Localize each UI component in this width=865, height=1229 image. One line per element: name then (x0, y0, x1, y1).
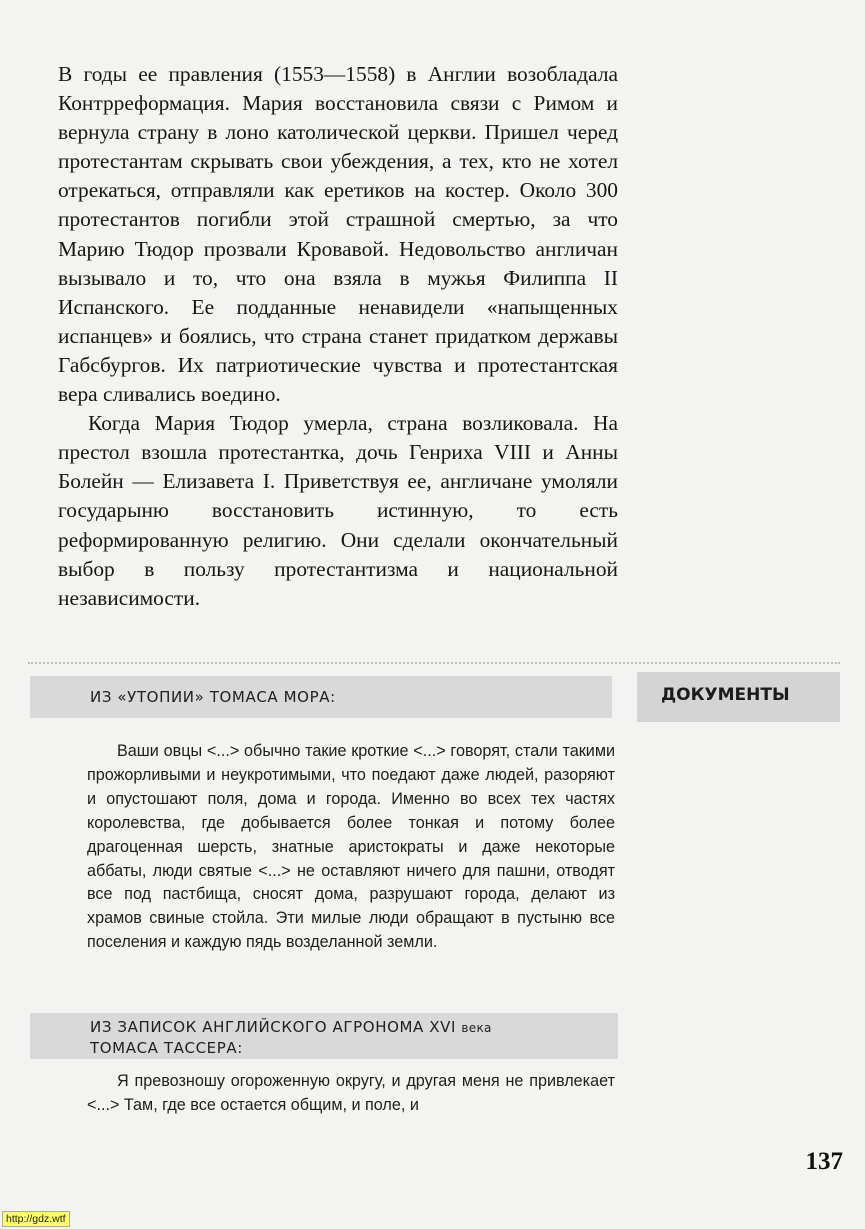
tusser-quote-paragraph (87, 1070, 615, 1118)
main-paragraph-1: В годы ее правления (1553—1558) в Англии возобладала Контрреформация. Мария восстановила связи с Римом и вернула страну в лоно католической церкви. Пришел черед протестантам скрывать свои убеждения, а тех, кто не хотел отрекаться, отправляли как еретиков на костер. Около 300 протестантов погибли этой страшной смертью, за что Марию Тюдор прозвали Кровавой. Недовольство англичан вызывало и то, что она взяла в мужья Филиппа II Испанского. Ее подданные ненавидели «напыщенных испанцев» и боялись, что страна станет придатком державы Габсбургов. Их патриотические чувства и протестантская вера сливались воедино. (58, 62, 618, 407)
tusser-quote (87, 1070, 615, 1118)
tusser-heading-bar (30, 1013, 618, 1059)
utopia-heading-bar (30, 676, 612, 718)
main-text-block (58, 60, 618, 613)
utopia-quote (87, 740, 615, 955)
main-paragraph-2 (58, 409, 618, 613)
tusser-heading-main: ИЗ ЗАПИСОК АНГЛИЙСКОГО АГРОНОМА XVI (90, 1018, 457, 1036)
documents-separator (28, 662, 840, 664)
utopia-heading: ИЗ «УТОПИИ» ТОМАСА МОРА: (90, 688, 336, 706)
tusser-quote-text: Я превозношу огороженную округу, и другая меня не привлекает <...> Там, где все остается общим, и поле, и (87, 1072, 615, 1114)
page-number: 137 (805, 1148, 843, 1175)
tusser-heading-small: века (461, 1021, 492, 1035)
tusser-heading-line2: ТОМАСА ТАССЕРА: (90, 1039, 243, 1057)
tusser-heading (90, 1017, 492, 1058)
main-paragraph-2-text: Когда Мария Тюдор умерла, страна возликовала. На престол взошла протестантка, дочь Генриха VIII и Анны Болейн — Елизавета I. Приветствуя ее, англичане умоляли государыню восстановить истинную, то есть реформированную религию. Они сделали окончательный выбор в пользу протестантизма и национальной независимости. (58, 411, 618, 610)
watermark-link[interactable]: http://gdz.wtf (2, 1211, 70, 1227)
utopia-quote-text: Ваши овцы <...> обычно такие кроткие <...> говорят, стали такими прожорливыми и неукротимыми, что поедают даже людей, разоряют и опустошают поля, дома и города. Именно во всех тех частях королевства, где добывается более тонкая и потому более драгоценная шерсть, знатные аристократы и даже некоторые аббаты, люди святые <...> не оставляют ничего для пашни, отводят все под пастбища, сносят дома, разрушают города, делают из храмов свиные стойла. Эти милые люди обращают в пустыню все поселения и каждую пядь возделанной земли. (87, 742, 615, 952)
documents-tab (637, 672, 840, 722)
documents-tab-label: ДОКУМЕНТЫ (661, 685, 790, 705)
utopia-quote-paragraph (87, 740, 615, 955)
